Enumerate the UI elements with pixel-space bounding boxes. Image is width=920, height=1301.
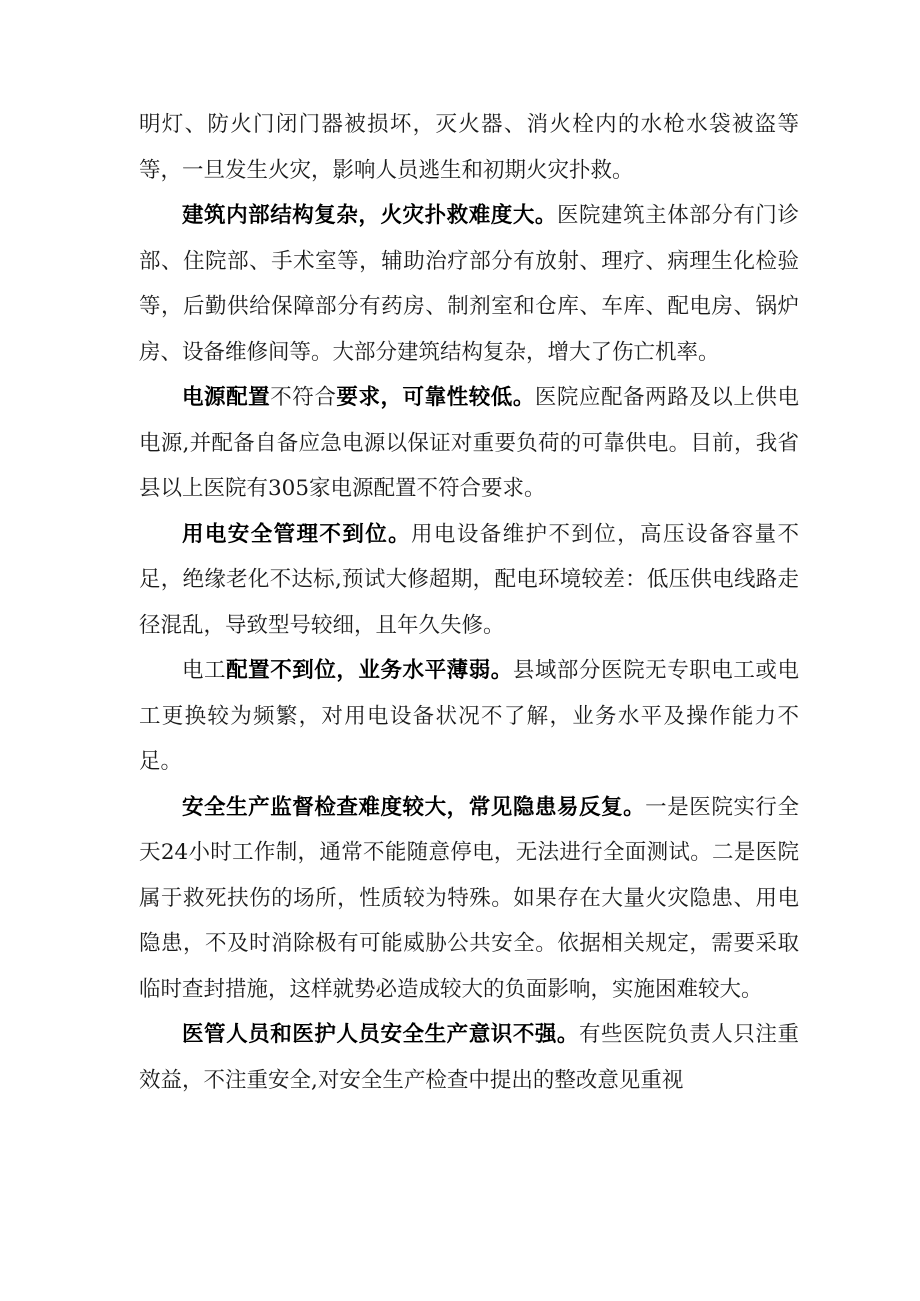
paragraph-power-supply — [139, 375, 799, 512]
paragraph-supervision-inspection — [139, 785, 799, 1013]
paragraph-heading: 医管人员和医护人员安全生产意识不强。 — [182, 1022, 579, 1047]
paragraph-heading-normal: 不符合 — [270, 385, 337, 410]
paragraph-body: 一是医院实行全天24小时工作制，通常不能随意停电，无法进行全面测试。二是医院属于救死扶伤的场所，性质较为特殊。如果存在大量火灾隐患、用电隐患，不及时消除极有可能威胁公共安全。依据相关规定，需要采取临时查封措施，这样就势必造成较大的负面影响，实施困难较大。 — [139, 794, 799, 1002]
paragraph-body: 医院应配备两路及以上供电电源,并配备自备应急电源以保证对重要负荷的可靠供电。目前，我省县以上医院有305家电源配置不符合要求。 — [139, 385, 799, 501]
paragraph-electrical-safety — [139, 512, 799, 649]
paragraph-heading: 用电安全管理不到位。 — [182, 521, 412, 547]
paragraph-heading: 建筑内部结构复杂，火灾扑救难度大。 — [182, 203, 557, 228]
paragraph-body: 有些医院负责人只注重效益，不注重安全,对安全生产检查中提出的整改意见重视 — [139, 1022, 799, 1093]
paragraph-safety-awareness — [139, 1012, 799, 1103]
paragraph-body: 明灯、防火门闭门器被损坏，灭火器、消火栓内的水枪水袋被盗等等，一旦发生火灾，影响人员逃生和初期火灾扑救。 — [139, 112, 799, 183]
paragraph-body: 医院建筑主体部分有门诊部、住院部、手术室等，辅助治疗部分有放射、理疗、病理生化检验等，后勤供给保障部分有药房、制剂室和仓库、车库、配电房、锅炉房、设备维修间等。大部分建筑结构复杂，增大了伤亡机率。 — [139, 203, 799, 365]
document-page — [139, 102, 799, 1103]
paragraph-heading-part-b: 要求，可靠性较低。 — [336, 385, 535, 410]
paragraph-heading: 安全生产监督检查难度较大，常见隐患易反复。 — [182, 794, 646, 820]
paragraph-heading-normal: 电工 — [182, 658, 227, 683]
paragraph-body: 县域部分医院无专职电工或电工更换较为频繁，对用电设备状况不了解，业务水平及操作能力不足。 — [139, 658, 799, 774]
paragraph-heading-part-a: 电源配置 — [182, 385, 271, 410]
paragraph-heading: 配置不到位，业务水平薄弱。 — [226, 658, 513, 683]
paragraph-building-structure — [139, 193, 799, 375]
paragraph-electrician-staffing — [139, 648, 799, 785]
paragraph-body: 用电设备维护不到位，高压设备容量不足，绝缘老化不达标,预试大修超期，配电环境较差：低压供电线路走径混乱，导致型号较细，且年久失修。 — [139, 521, 799, 638]
paragraph-fire-equipment-damage — [139, 102, 799, 193]
